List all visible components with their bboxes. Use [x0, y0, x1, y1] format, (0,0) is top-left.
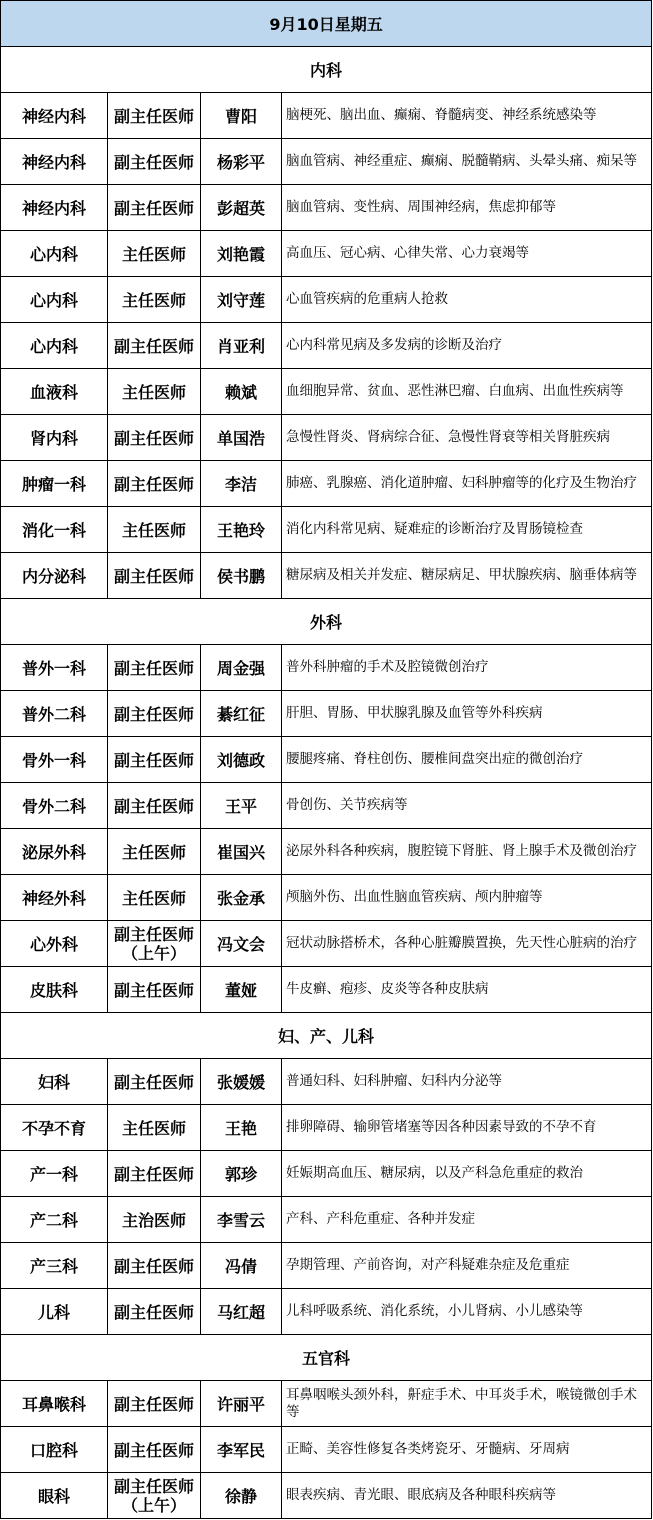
table-row — [1, 1151, 652, 1197]
section-title: 五官科 — [1, 1335, 652, 1381]
table-row — [1, 1243, 652, 1289]
doctor-title-cell: 主任医师 — [108, 1105, 201, 1151]
specialty-cell: 排卵障碍、输卵管堵塞等因各种因素导致的不孕不育 — [282, 1105, 652, 1151]
table-row — [1, 829, 652, 875]
department-cell: 产二科 — [1, 1197, 108, 1243]
doctor-title-cell: 副主任医师 — [108, 553, 201, 599]
specialty-cell: 血细胞异常、贫血、恶性淋巴瘤、白血病、出血性疾病等 — [282, 369, 652, 415]
doctor-name-cell: 侯书鹏 — [201, 553, 282, 599]
department-cell: 心内科 — [1, 323, 108, 369]
table-row — [1, 231, 652, 277]
doctor-name-cell: 徐静 — [201, 1473, 282, 1519]
section-header-row — [1, 1335, 652, 1381]
specialty-cell: 脑血管病、变性病、周围神经病，焦虑抑郁等 — [282, 185, 652, 231]
table-row — [1, 507, 652, 553]
doctor-name-cell: 曹阳 — [201, 93, 282, 139]
table-row — [1, 323, 652, 369]
table-row — [1, 691, 652, 737]
doctor-name-cell: 冯文会 — [201, 921, 282, 967]
table-row — [1, 1059, 652, 1105]
doctor-title-cell: 主任医师 — [108, 507, 201, 553]
doctor-name-cell: 赖斌 — [201, 369, 282, 415]
doctor-title-cell: 副主任医师 — [108, 737, 201, 783]
doctor-name-cell: 张金承 — [201, 875, 282, 921]
doctor-name-cell: 王艳 — [201, 1105, 282, 1151]
department-cell: 肾内科 — [1, 415, 108, 461]
specialty-cell: 脑梗死、脑出血、癫痫、脊髓病变、神经系统感染等 — [282, 93, 652, 139]
doctor-name-cell: 刘守莲 — [201, 277, 282, 323]
specialty-cell: 冠状动脉搭桥术，各种心脏瓣膜置换，先天性心脏病的治疗 — [282, 921, 652, 967]
doctor-name-cell: 冯倩 — [201, 1243, 282, 1289]
department-cell: 内分泌科 — [1, 553, 108, 599]
department-cell: 神经内科 — [1, 93, 108, 139]
specialty-cell: 心内科常见病及多发病的诊断及治疗 — [282, 323, 652, 369]
section-title: 内科 — [1, 47, 652, 93]
doctor-name-cell: 杨彩平 — [201, 139, 282, 185]
table-row — [1, 1105, 652, 1151]
table-row — [1, 1381, 652, 1427]
doctor-name-cell: 綦红征 — [201, 691, 282, 737]
department-cell: 血液科 — [1, 369, 108, 415]
doctor-title-cell: 副主任医师 — [108, 1289, 201, 1335]
department-cell: 神经内科 — [1, 139, 108, 185]
doctor-name-cell: 周金强 — [201, 645, 282, 691]
department-cell: 骨外一科 — [1, 737, 108, 783]
doctor-name-cell: 李雪云 — [201, 1197, 282, 1243]
department-cell: 妇科 — [1, 1059, 108, 1105]
table-row — [1, 139, 652, 185]
section-title: 妇、产、儿科 — [1, 1013, 652, 1059]
department-cell: 产一科 — [1, 1151, 108, 1197]
doctor-title-cell: 主任医师 — [108, 369, 201, 415]
doctor-name-cell: 崔国兴 — [201, 829, 282, 875]
specialty-cell: 牛皮癣、疱疹、皮炎等各种皮肤病 — [282, 967, 652, 1013]
doctor-title-cell: 副主任医师（上午） — [108, 921, 201, 967]
page-title: 9月10日星期五 — [1, 1, 652, 47]
doctor-name-cell: 刘德政 — [201, 737, 282, 783]
specialty-cell: 孕期管理、产前咨询，对产科疑难杂症及危重症 — [282, 1243, 652, 1289]
doctor-name-cell: 彭超英 — [201, 185, 282, 231]
doctor-name-cell: 董娅 — [201, 967, 282, 1013]
doctor-name-cell: 王艳玲 — [201, 507, 282, 553]
specialty-cell: 高血压、冠心病、心律失常、心力衰竭等 — [282, 231, 652, 277]
doctor-name-cell: 李洁 — [201, 461, 282, 507]
department-cell: 神经内科 — [1, 185, 108, 231]
doctor-name-cell: 单国浩 — [201, 415, 282, 461]
table-row — [1, 185, 652, 231]
doctor-title-cell: 副主任医师 — [108, 1381, 201, 1427]
table-row — [1, 1427, 652, 1473]
doctor-title-cell: 副主任医师 — [108, 691, 201, 737]
department-cell: 消化一科 — [1, 507, 108, 553]
department-cell: 皮肤科 — [1, 967, 108, 1013]
department-cell: 泌尿外科 — [1, 829, 108, 875]
specialty-cell: 急慢性肾炎、肾病综合征、急慢性肾衰等相关肾脏疾病 — [282, 415, 652, 461]
table-row — [1, 1473, 652, 1519]
specialty-cell: 正畸、美容性修复各类烤瓷牙、牙髓病、牙周病 — [282, 1427, 652, 1473]
doctor-name-cell: 肖亚利 — [201, 323, 282, 369]
specialty-cell: 脑血管病、神经重症、癫痫、脱髓鞘病、头晕头痛、痴呆等 — [282, 139, 652, 185]
doctor-title-cell: 主任医师 — [108, 875, 201, 921]
specialty-cell: 耳鼻咽喉头颈外科，鼾症手术、中耳炎手术，喉镜微创手术等 — [282, 1381, 652, 1427]
specialty-cell: 腰腿疼痛、脊柱创伤、腰椎间盘突出症的微创治疗 — [282, 737, 652, 783]
department-cell: 儿科 — [1, 1289, 108, 1335]
doctor-title-cell: 副主任医师 — [108, 461, 201, 507]
specialty-cell: 骨创伤、关节疾病等 — [282, 783, 652, 829]
department-cell: 心外科 — [1, 921, 108, 967]
table-row — [1, 93, 652, 139]
specialty-cell: 妊娠期高血压、糖尿病，以及产科急危重症的救治 — [282, 1151, 652, 1197]
department-cell: 不孕不育 — [1, 1105, 108, 1151]
specialty-cell: 肝胆、胃肠、甲状腺乳腺及血管等外科疾病 — [282, 691, 652, 737]
doctor-name-cell: 张媛媛 — [201, 1059, 282, 1105]
doctor-title-cell: 副主任医师 — [108, 1427, 201, 1473]
doctor-name-cell: 郭珍 — [201, 1151, 282, 1197]
specialty-cell: 肺癌、乳腺癌、消化道肿瘤、妇科肿瘤等的化疗及生物治疗 — [282, 461, 652, 507]
table-row — [1, 1289, 652, 1335]
specialty-cell: 眼表疾病、青光眼、眼底病及各种眼科疾病等 — [282, 1473, 652, 1519]
table-row — [1, 783, 652, 829]
specialty-cell: 儿科呼吸系统、消化系统，小儿肾病、小儿感染等 — [282, 1289, 652, 1335]
table-row — [1, 645, 652, 691]
section-header-row — [1, 599, 652, 645]
doctor-title-cell: 副主任医师 — [108, 645, 201, 691]
specialty-cell: 糖尿病及相关并发症、糖尿病足、甲状腺疾病、脑垂体病等 — [282, 553, 652, 599]
department-cell: 产三科 — [1, 1243, 108, 1289]
doctor-title-cell: 副主任医师 — [108, 1059, 201, 1105]
doctor-title-cell: 副主任医师 — [108, 185, 201, 231]
section-header-row — [1, 1013, 652, 1059]
doctor-title-cell: 副主任医师（上午） — [108, 1473, 201, 1519]
specialty-cell: 产科、产科危重症、各种并发症 — [282, 1197, 652, 1243]
doctor-name-cell: 王平 — [201, 783, 282, 829]
doctor-name-cell: 刘艳霞 — [201, 231, 282, 277]
doctor-title-cell: 主任医师 — [108, 231, 201, 277]
department-cell: 心内科 — [1, 231, 108, 277]
doctor-title-cell: 副主任医师 — [108, 967, 201, 1013]
specialty-cell: 泌尿外科各种疾病，腹腔镜下肾脏、肾上腺手术及微创治疗 — [282, 829, 652, 875]
department-cell: 心内科 — [1, 277, 108, 323]
department-cell: 骨外二科 — [1, 783, 108, 829]
table-row — [1, 369, 652, 415]
department-cell: 普外二科 — [1, 691, 108, 737]
doctor-name-cell: 马红超 — [201, 1289, 282, 1335]
doctor-name-cell: 李军民 — [201, 1427, 282, 1473]
doctor-name-cell: 许丽平 — [201, 1381, 282, 1427]
department-cell: 肿瘤一科 — [1, 461, 108, 507]
title-row — [1, 1, 652, 47]
section-title: 外科 — [1, 599, 652, 645]
doctor-title-cell: 副主任医师 — [108, 139, 201, 185]
doctor-title-cell: 副主任医师 — [108, 415, 201, 461]
table-row — [1, 737, 652, 783]
doctor-title-cell: 副主任医师 — [108, 783, 201, 829]
specialty-cell: 颅脑外伤、出血性脑血管疾病、颅内肿瘤等 — [282, 875, 652, 921]
specialty-cell: 心血管疾病的危重病人抢救 — [282, 277, 652, 323]
specialty-cell: 普外科肿瘤的手术及腔镜微创治疗 — [282, 645, 652, 691]
doctor-title-cell: 主任医师 — [108, 829, 201, 875]
specialty-cell: 普通妇科、妇科肿瘤、妇科内分泌等 — [282, 1059, 652, 1105]
department-cell: 普外一科 — [1, 645, 108, 691]
doctor-title-cell: 副主任医师 — [108, 93, 201, 139]
table-row — [1, 1197, 652, 1243]
department-cell: 口腔科 — [1, 1427, 108, 1473]
section-header-row — [1, 47, 652, 93]
table-row — [1, 921, 652, 967]
doctor-title-cell: 副主任医师 — [108, 1243, 201, 1289]
schedule-body — [1, 1, 652, 1519]
doctor-title-cell: 副主任医师 — [108, 323, 201, 369]
table-row — [1, 415, 652, 461]
department-cell: 神经外科 — [1, 875, 108, 921]
table-row — [1, 875, 652, 921]
table-row — [1, 553, 652, 599]
doctor-title-cell: 副主任医师 — [108, 1151, 201, 1197]
department-cell: 眼科 — [1, 1473, 108, 1519]
table-row — [1, 277, 652, 323]
department-cell: 耳鼻喉科 — [1, 1381, 108, 1427]
doctor-title-cell: 主任医师 — [108, 277, 201, 323]
doctor-title-cell: 主治医师 — [108, 1197, 201, 1243]
specialty-cell: 消化内科常见病、疑难症的诊断治疗及胃肠镜检查 — [282, 507, 652, 553]
table-row — [1, 461, 652, 507]
table-row — [1, 967, 652, 1013]
